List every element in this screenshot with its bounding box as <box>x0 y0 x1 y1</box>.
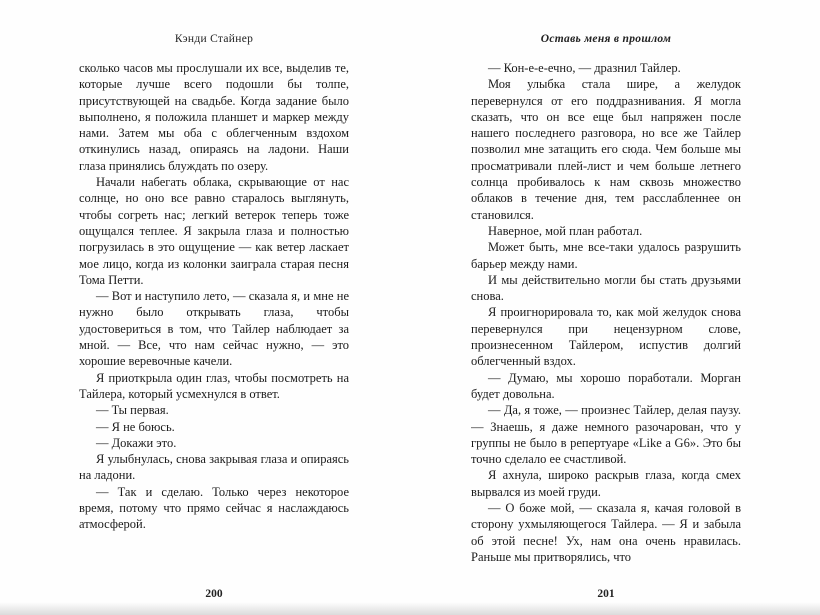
paragraph: — О боже мой, — сказала я, качая головой в сторону ухмыляющегося Тайлера. — Я и забыла об этой песне! Ух, нам она очень нравилась. Раньше мы притворялись, что <box>471 501 741 564</box>
paragraph: Я проигнорировала то, как мой желудок снова перевернулся при нецензурном слове, произнесенном Тайлером, испустив долгий облегченный вздох. <box>471 305 741 369</box>
right-page <box>471 33 741 615</box>
paragraph: — Вот и наступило лето, — сказала я, и мне не нужно было открывать глаза, чтобы удостовериться в том, что Тайлер наблюдает за мной. — Все, что нам сейчас нужно, — это хорошие веревочные качели. <box>79 289 349 369</box>
running-header-book-title: Оставь меня в прошлом <box>540 33 672 45</box>
paragraph: сколько часов мы прослушали их все, выделив те, которые лучше всего подошли бы толпе, присутствующей на свадьбе. Когда задание было выполнено, я положила планшет и маркер между нами. Затем мы оба с облегченным вздохом откинулись назад, опираясь на ладони. Наши глаза принялись блуждать по озеру. <box>79 61 349 173</box>
paragraph: — Докажи это. <box>96 435 177 450</box>
left-page-body-text <box>79 60 349 568</box>
right-page-body-text <box>471 60 741 568</box>
paragraph: — Я не боюсь. <box>96 419 175 434</box>
left-page-number: 200 <box>205 588 223 600</box>
paragraph: Наверное, мой план работал. <box>488 223 643 238</box>
paragraph: Начали набегать облака, скрывающие от нас солнце, но оно все равно старалось выглянуть, чтобы согреть нас; легкий ветерок теперь тоже ощущался теплее. Я закрыла глаза и полностью погрузилась в это ощущение — как ветер ласкает мое лицо, когда из колонки заиграла старая песня Тома Петти. <box>79 175 349 287</box>
paragraph: Моя улыбка стала шире, а желудок перевернулся от его поддразнивания. Я могла сказать, что он все еще был напряжен после нашего последнего разговора, но все же Тайлер позволил мне затащить его сюда. Чем больше мы просматривали плей-лист и чем больше летнего солнца пробивалось к нам сквозь множество облаков в течение дня, тем расслабленнее он становился. <box>471 77 741 222</box>
paragraph: — Ты первая. <box>96 403 169 418</box>
paragraph: Может быть, мне все-таки удалось разрушить барьер между нами. <box>471 240 741 271</box>
book-spread <box>0 33 820 615</box>
running-header-author: Кэнди Стайнер <box>174 33 254 45</box>
paragraph: — Кон-е-е-ечно, — дразнил Тайлер. <box>488 61 681 75</box>
left-page <box>79 33 349 615</box>
paragraph: — Думаю, мы хорошо поработали. Морган будет довольна. <box>471 370 741 401</box>
right-page-number: 201 <box>597 588 615 600</box>
paragraph: — Так и сделаю. Только через некоторое время, потому что прямо сейчас я наслаждаюсь атмосферой. <box>79 484 349 532</box>
paragraph: Я приоткрыла один глаз, чтобы посмотреть на Тайлера, который усмехнулся в ответ. <box>79 370 349 401</box>
paragraph: И мы действительно могли бы стать друзьями снова. <box>471 272 741 304</box>
paragraph: — Да, я тоже, — произнес Тайлер, делая паузу. — Знаешь, я даже немного разочарован, что у группы не было в репертуаре «Like a G6». Это бы точно сделало ее счастливой. <box>471 403 741 467</box>
paragraph: Я ахнула, широко раскрыв глаза, когда смех вырвался из моей груди. <box>471 468 741 499</box>
paragraph: Я улыбнулась, снова закрывая глаза и опираясь на ладони. <box>79 452 349 483</box>
